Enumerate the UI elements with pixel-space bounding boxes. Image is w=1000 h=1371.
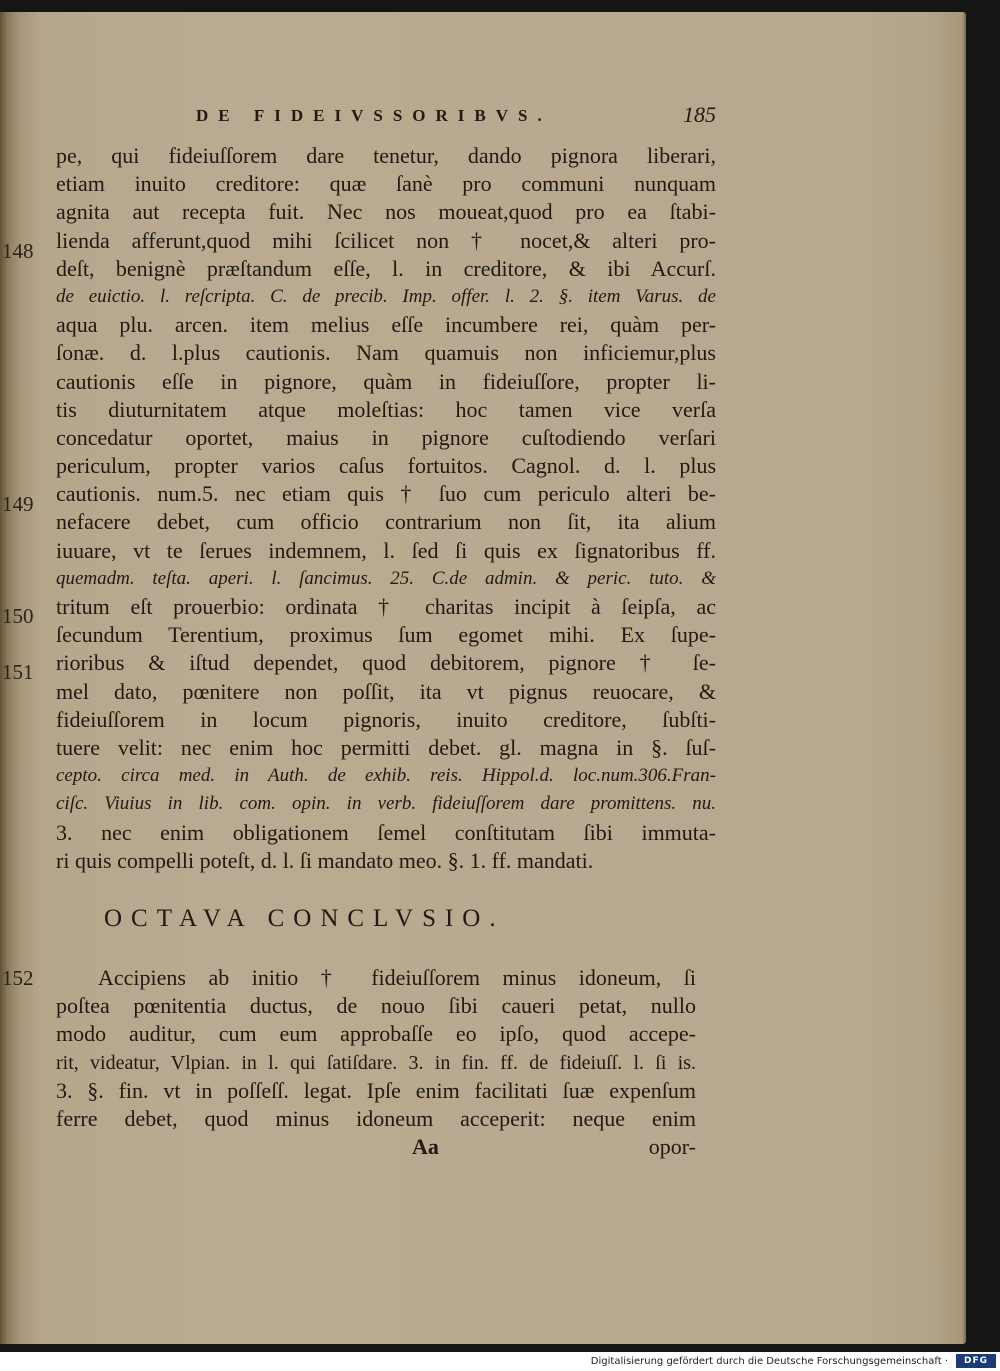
section-text <box>56 964 696 1161</box>
dfg-logo-text: DFG <box>963 1356 988 1366</box>
book-page <box>0 12 966 1344</box>
text-line: tritum eſt prouerbio: ordinata † charitas incipit à ſeipſa, ac <box>56 594 716 619</box>
text-line: cautionis eſſe in pignore, quàm in fideiuſſore, propter li- <box>56 368 716 394</box>
text-line: lienda afferunt,quod mihi ſcilicet non † nocet,& alteri pro- <box>56 227 716 253</box>
text-line: aqua plu. arcen. item melius eſſe incumbere rei, quàm per- <box>56 312 716 338</box>
text-line: ferre debet, quod minus idoneum acceperit: neque enim <box>56 1105 696 1131</box>
text-line: periculum, propter varios caſus fortuitos. Cagnol. d. l. plus <box>56 453 716 479</box>
text-line: tuere velit: nec enim hoc permitti debet. gl. magna in §. ſuſ- <box>56 734 716 760</box>
margin-number: 148 <box>2 239 34 263</box>
text-line: tis diuturnitatem atque moleſtias: hoc tamen vice verſa <box>56 396 716 422</box>
text-line: ſonæ. d. l.plus cautionis. Nam quamuis non inficiemur,plus <box>56 340 716 366</box>
text-line: cautionis. num.5. nec etiam quis † ſuo cum periculo alteri be- <box>56 481 716 507</box>
text-line: modo auditur, cum eum approbaſſe eo ipſo, quod accepe- <box>56 1021 696 1047</box>
running-title: DE FIDEIVSSORIBVS. <box>196 106 552 125</box>
margin-number: 149 <box>2 492 34 516</box>
margin-number: 152 <box>2 966 34 990</box>
text-line: Accipiens ab initio † fideiuſſorem minus idoneum, ſi <box>98 965 696 990</box>
text-line: rioribus & iſtud dependet, quod debitorem, pignore † ſe- <box>56 650 716 676</box>
margin-number: 150 <box>2 604 34 628</box>
text-line: ri quis compelli poteſt, d. l. ſi mandato meo. §. 1. ff. mandati. <box>56 847 594 873</box>
body-text <box>56 142 716 875</box>
margin-number: 151 <box>2 660 34 684</box>
section-heading: OCTAVA CONCLVSIO. <box>104 905 505 932</box>
footer-credit: Digitalisierung gefördert durch die Deutsche Forschungsgemeinschaft · <box>590 1356 948 1367</box>
text-line: agnita aut recepta fuit. Nec nos moueat,quod pro ea ſtabi- <box>56 199 716 225</box>
text-line: nefacere debet, cum officio contrarium non ſit, ita alium <box>56 509 716 535</box>
text-line: mel dato, pœnitere non poſſit, ita vt pignus reuocare, & <box>56 678 716 704</box>
text-line: iuuare, vt te ſerues indemnem, l. ſed ſi quis ex ſignatoribus ff. <box>56 537 716 563</box>
text-line: 3. nec enim obligationem ſemel conſtitutam ſibi immuta- <box>56 819 716 845</box>
text-line: de euictio. l. reſcripta. C. de precib. Imp. offer. l. 2. §. item Varus. de <box>56 285 716 307</box>
text-line: poſtea pœnitentia ductus, de nouo ſibi caueri petat, nullo <box>56 993 696 1019</box>
text-line: ciſc. Viuius in lib. com. opin. in verb. fideiuſſorem dare promittens. nu. <box>56 793 716 815</box>
text-line: cepto. circa med. in Auth. de exhib. reis. Hippol.d. loc.num.306.Fran- <box>56 765 716 787</box>
text-line: rit, videatur, Vlpian. in l. qui ſatiſdare. 3. in fin. ff. de fideiuſſ. l. ſi is. <box>56 1051 696 1074</box>
signature-mark: Aa <box>412 1134 439 1160</box>
text-line: ſecundum Terentium, proximus ſum egomet mihi. Ex ſupe- <box>56 622 716 648</box>
signature-line <box>56 1133 696 1161</box>
page-header <box>196 102 716 136</box>
page-number: 185 <box>683 102 716 127</box>
dfg-logo-icon <box>956 1354 996 1368</box>
catchword: opor- <box>648 1134 696 1160</box>
footer-bar <box>0 1352 1000 1371</box>
text-line: 3. §. fin. vt in poſſeſſ. legat. Ipſe enim facilitati ſuæ expenſum <box>56 1077 696 1103</box>
text-line: etiam inuito creditore: quæ ſanè pro communi nunquam <box>56 171 716 197</box>
text-line: pe, qui fideiuſſorem dare tenetur, dando pignora liberari, <box>56 143 716 168</box>
text-line: deſt, benignè præſtandum eſſe, l. in creditore, & ibi Accurſ. <box>56 255 716 281</box>
text-line: concedatur oportet, maius in pignore cuſtodiendo verſari <box>56 424 716 450</box>
text-line: quemadm. teſta. aperi. l. ſancimus. 25. C.de admin. & peric. tuto. & <box>56 567 716 589</box>
text-line: fideiuſſorem in locum pignoris, inuito creditore, ſubſti- <box>56 706 716 732</box>
